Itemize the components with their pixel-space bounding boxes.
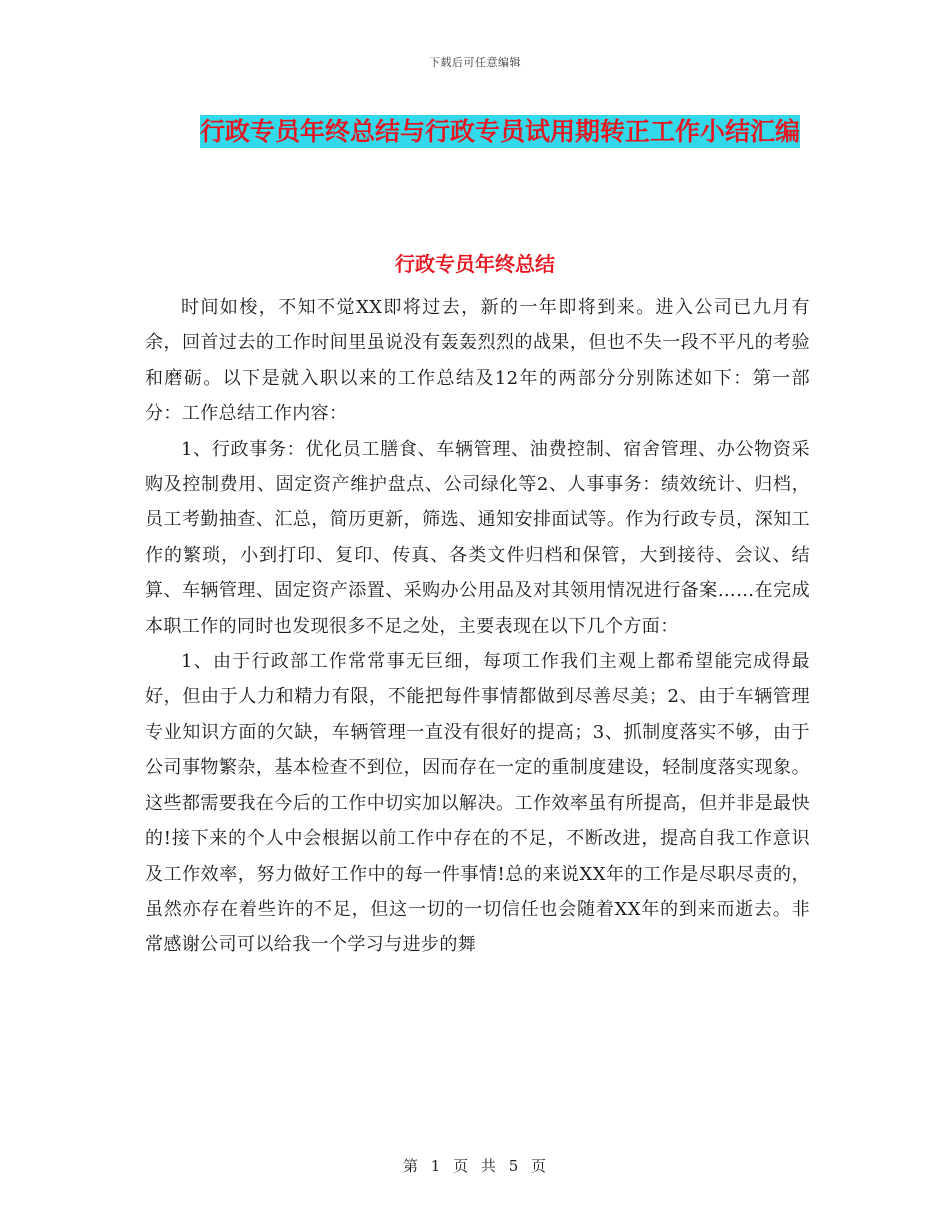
document-title [190, 108, 810, 156]
footer-total-pages: 5 [508, 1157, 520, 1175]
paragraph: 1、行政事务：优化员工膳食、车辆管理、油费控制、宿舍管理、办公物资采购及控制费用、固定资产维护盘点、公司绿化等2、人事事务：绩效统计、归档，员工考勤抽查、汇总，简历更新，筛选、通知安排面试等。作为行政专员，深知工作的繁琐，小到打印、复印、传真、各类文件归档和保管，大到接待、会议、结算、车辆管理、固定资产添置、采购办公用品及对其领用情况进行备案……在完成本职工作的同时也发现很多不足之处，主要表现在以下几个方面： [145, 438, 810, 637]
footer-page-number: 1 [430, 1157, 442, 1175]
document-body [145, 290, 810, 963]
paragraph: 时间如梭，不知不觉XX即将过去，新的一年即将到来。进入公司已九月有余，回首过去的工作时间里虽说没有轰轰烈烈的战果，但也不失一段不平凡的考验和磨砺。以下是就入职以来的工作总结及12年的两部分分别陈述如下：第一部分：工作总结工作内容： [145, 297, 810, 425]
document-title-text: 行政专员年终总结与行政专员试用期转正工作小结汇编 [199, 117, 800, 146]
paragraph: 1、由于行政部工作常常事无巨细，每项工作我们主观上都希望能完成得最好，但由于人力和精力有限，不能把每件事情都做到尽善尽美；2、由于车辆管理专业知识方面的欠缺，车辆管理一直没有很好的提高；3、抓制度落实不够，由于公司事物繁杂，基本检查不到位，因而存在一定的重制度建设，轻制度落实现象。这些都需要我在今后的工作中切实加以解决。工作效率虽有所提高，但并非是最快的!接下来的个人中会根据以前工作中存在的不足，不断改进，提高自我工作意识及工作效率，努力做好工作中的每一件事情!总的来说XX年的工作是尽职尽责的，虽然亦存在着些许的不足，但这一切的一切信任也会随着XX年的到来而逝去。非常感谢公司可以给我一个学习与进步的舞 [145, 651, 810, 956]
footer-total-word: 共 [480, 1157, 497, 1175]
page-footer [0, 1155, 950, 1176]
section-title: 行政专员年终总结 [395, 252, 555, 276]
footer-suffix: 页 [531, 1157, 548, 1175]
footer-prefix: 第 [402, 1157, 419, 1175]
footer-page-word: 页 [453, 1157, 470, 1175]
header-note: 下载后可任意编辑 [429, 56, 521, 69]
